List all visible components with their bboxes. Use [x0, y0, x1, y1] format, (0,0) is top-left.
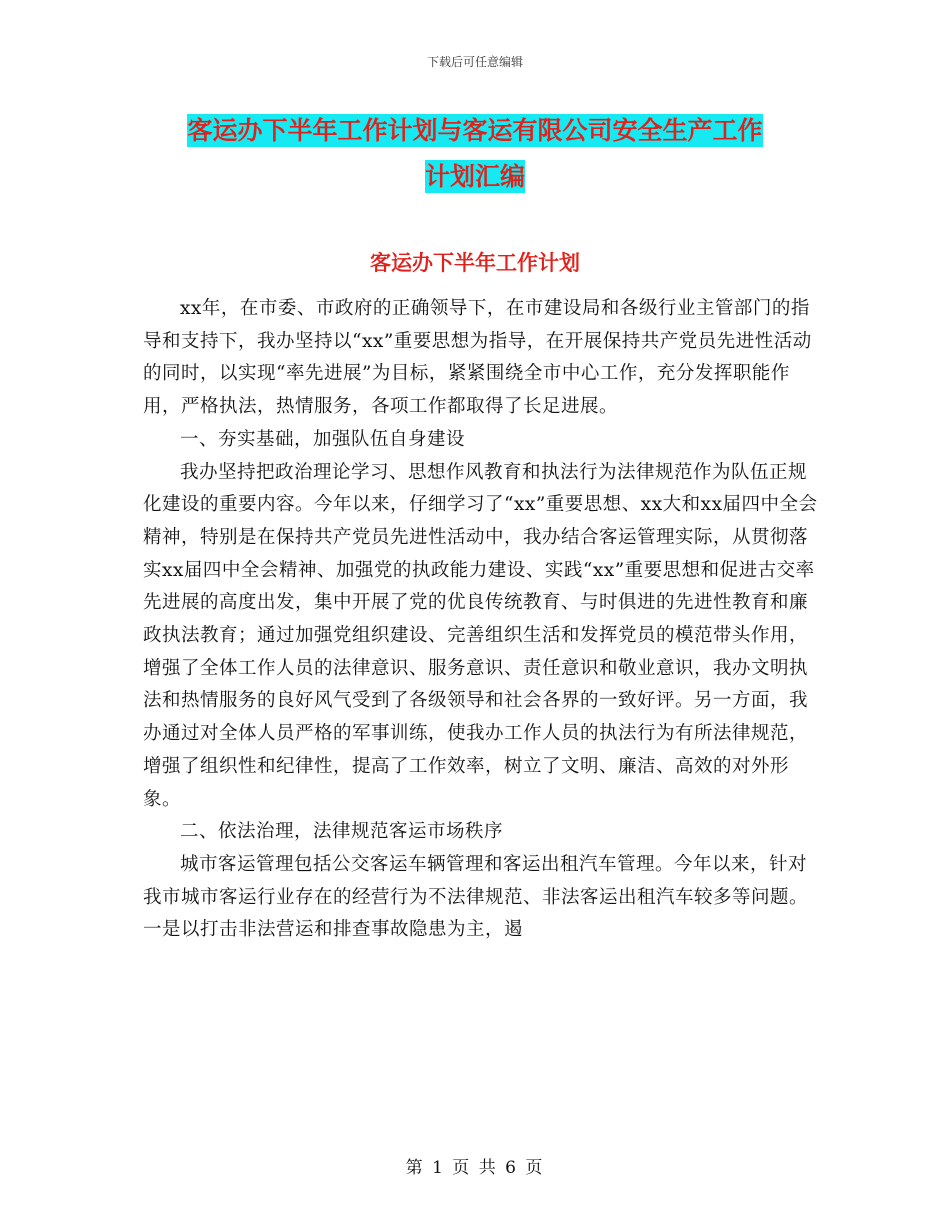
document-body: [143, 293, 818, 947]
document-title-line-1: 客运办下半年工作计划与客运有限公司安全生产工作: [187, 116, 763, 145]
document-title-line-2: 计划汇编: [424, 162, 525, 191]
document-title: [140, 108, 810, 200]
heading-1: 一、夯实基础，加强队伍自身建设: [180, 428, 466, 450]
page-footer: 第 1 页 共 6 页: [405, 1158, 545, 1178]
paragraph-intro: xx年，在市委、市政府的正确领导下，在市建设局和各级行业主管部门的指导和支持下，我办坚持以“xx”重要思想为指导，在开展保持共产党员先进性活动的同时，以实现“率先进展”为目标，紧紧围绕全市中心工作，充分发挥职能作用，严格执法，热情服务，各项工作都取得了长足进展。: [143, 298, 812, 418]
paragraph-2: 城市客运管理包括公交客运车辆管理和客运出租汽车管理。今年以来，针对我市城市客运行业存在的经营行为不法律规范、非法客运出租汽车较多等问题。一是以打击非法营运和排查事故隐患为主，遏: [143, 853, 809, 941]
heading-2: 二、依法治理，法律规范客运市场秩序: [180, 821, 504, 843]
paragraph-1: 我办坚持把政治理论学习、思想作风教育和执法行为法律规范作为队伍正规化建设的重要内容。今年以来，仔细学习了“xx”重要思想、xx大和xx届四中全会精神，特别是在保持共产党员先进性活动中，我办结合客运管理实际，从贯彻落实xx届四中全会精神、加强党的执政能力建设、实践“xx”重要思想和促进古交率先进展的高度出发，集中开展了党的优良传统教育、与时俱进的先进性教育和廉政执法教育；通过加强党组织建设、完善组织生活和发挥党员的模范带头作用，增强了全体工作人员的法律意识、服务意识、责任意识和敬业意识，我办文明执法和热情服务的良好风气受到了各级领导和社会各界的一致好评。另一方面，我办通过对全体人员严格的军事训练，使我办工作人员的执法行为有所法律规范，增强了组织性和纪律性，提高了工作效率，树立了文明、廉洁、高效的对外形象。: [143, 461, 818, 810]
header-note: 下载后可任意编辑: [426, 55, 523, 69]
section-title: 客运办下半年工作计划: [370, 251, 580, 275]
